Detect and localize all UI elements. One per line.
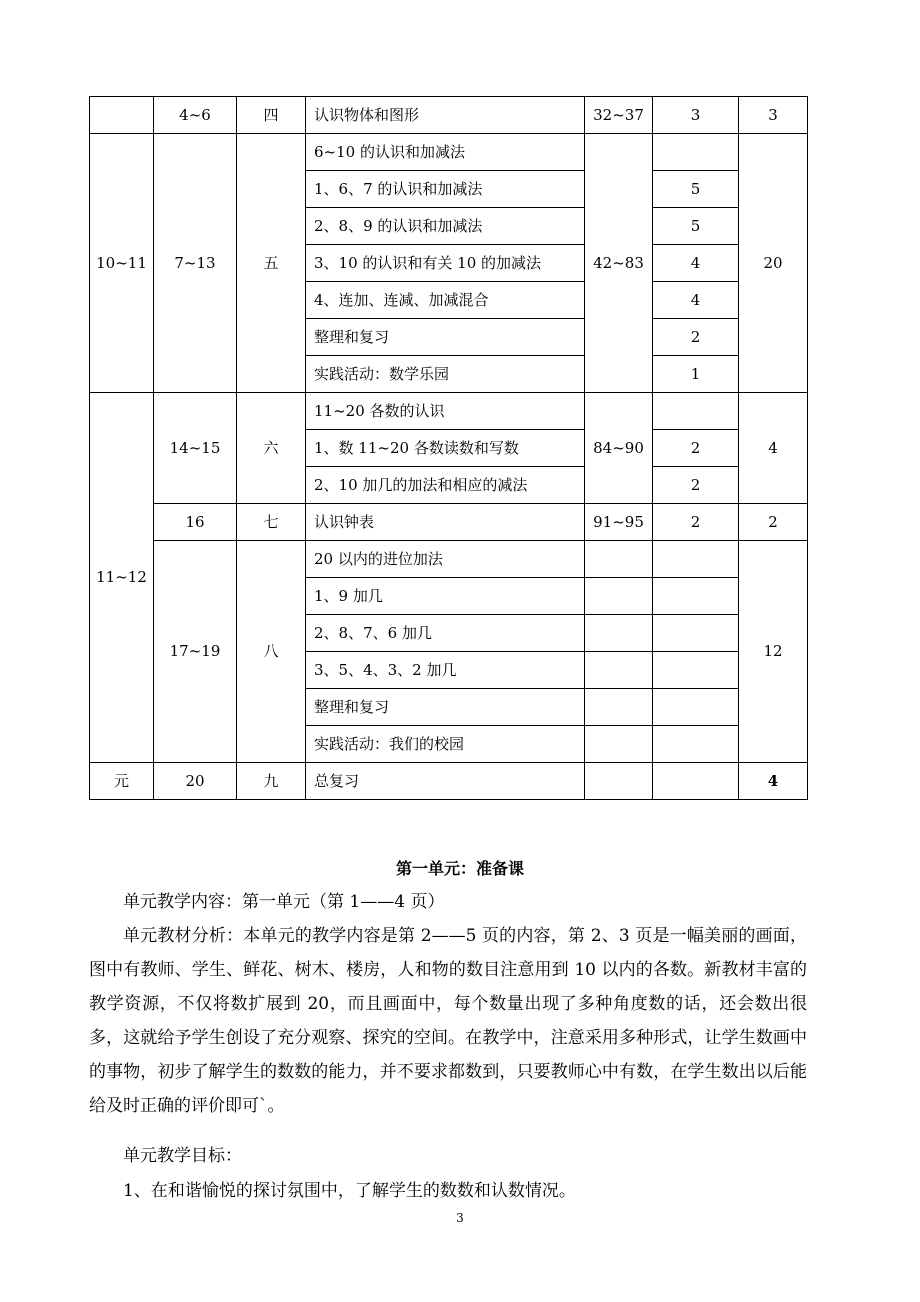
content-cell: 认识钟表 xyxy=(306,504,585,541)
week-cell xyxy=(90,97,154,134)
unit-cell: 七 xyxy=(237,504,306,541)
hours-cell: 2 xyxy=(653,319,739,356)
total-hours-cell: 4 xyxy=(739,763,808,800)
page-range-cell xyxy=(585,578,653,615)
page-range-cell xyxy=(585,652,653,689)
content-cell: 3、10 的认识和有关 10 的加减法 xyxy=(306,245,585,282)
table-row xyxy=(90,541,808,578)
unit-cell: 九 xyxy=(237,763,306,800)
page-range-cell xyxy=(585,763,653,800)
content-cell: 1、数 11~20 各数读数和写数 xyxy=(306,430,585,467)
hours-cell: 2 xyxy=(653,504,739,541)
table-row xyxy=(90,97,808,134)
hours-cell: 4 xyxy=(653,245,739,282)
content-cell: 实践活动：我们的校园 xyxy=(306,726,585,763)
unit-cell: 四 xyxy=(237,97,306,134)
content-cell: 整理和复习 xyxy=(306,689,585,726)
page-range-cell: 84~90 xyxy=(585,393,653,504)
hours-cell: 2 xyxy=(653,467,739,504)
content-cell: 总复习 xyxy=(306,763,585,800)
page-range-cell: 91~95 xyxy=(585,504,653,541)
page-range-cell xyxy=(585,726,653,763)
hours-cell xyxy=(653,689,739,726)
content-cell: 2、8、7、6 加几 xyxy=(306,615,585,652)
unit-cell: 八 xyxy=(237,541,306,763)
content-cell: 2、8、9 的认识和加减法 xyxy=(306,208,585,245)
hours-cell xyxy=(653,652,739,689)
hours-cell xyxy=(653,615,739,652)
content-cell: 1、9 加几 xyxy=(306,578,585,615)
table-row xyxy=(90,763,808,800)
hours-cell: 3 xyxy=(653,97,739,134)
section-heading: 第一单元：准备课 xyxy=(395,859,524,878)
hours-cell xyxy=(653,578,739,615)
week-cell: 10~11 xyxy=(90,134,154,393)
lesson-cell: 4~6 xyxy=(154,97,237,134)
unit-goal-item: 1、在和谐愉悦的探讨氛围中，了解学生的数数和认数情况。 xyxy=(123,1181,576,1201)
page-range-cell xyxy=(585,541,653,578)
hours-cell xyxy=(653,393,739,430)
unit-cell: 六 xyxy=(237,393,306,504)
page-range-cell xyxy=(585,615,653,652)
unit-goals-label: 单元教学目标： xyxy=(123,1146,242,1166)
hours-cell: 2 xyxy=(653,430,739,467)
unit-cell: 五 xyxy=(237,134,306,393)
lesson-cell: 14~15 xyxy=(154,393,237,504)
hours-cell: 4 xyxy=(653,282,739,319)
content-cell: 3、5、4、3、2 加几 xyxy=(306,652,585,689)
page-range-cell xyxy=(585,689,653,726)
page-range-cell: 32~37 xyxy=(585,97,653,134)
lesson-cell: 20 xyxy=(154,763,237,800)
content-cell: 整理和复习 xyxy=(306,319,585,356)
table-row xyxy=(90,134,808,171)
lesson-cell: 16 xyxy=(154,504,237,541)
content-cell: 认识物体和图形 xyxy=(306,97,585,134)
table-row xyxy=(90,504,808,541)
total-hours-cell: 20 xyxy=(739,134,808,393)
content-cell: 4、连加、连减、加减混合 xyxy=(306,282,585,319)
total-hours-cell: 12 xyxy=(739,541,808,763)
unit-content-line: 单元教学内容：第一单元（第 1——4 页） xyxy=(123,892,445,912)
teaching-schedule-table xyxy=(89,96,808,800)
hours-cell: 5 xyxy=(653,171,739,208)
hours-cell: 5 xyxy=(653,208,739,245)
total-hours-cell: 2 xyxy=(739,504,808,541)
content-cell: 6~10 的认识和加减法 xyxy=(306,134,585,171)
total-hours-cell: 3 xyxy=(739,97,808,134)
content-cell: 20 以内的进位加法 xyxy=(306,541,585,578)
lesson-cell: 7~13 xyxy=(154,134,237,393)
hours-cell xyxy=(653,541,739,578)
hours-cell xyxy=(653,763,739,800)
hours-cell xyxy=(653,726,739,763)
total-hours-cell: 4 xyxy=(739,393,808,504)
content-cell: 11~20 各数的认识 xyxy=(306,393,585,430)
unit-analysis-paragraph: 单元教材分析：本单元的教学内容是第 2——5 页的内容，第 2、3 页是一幅美丽的画面，图中有教师、学生、鲜花、树木、楼房，人和物的数目注意用到 10 以内的各数。新教材丰富的教学资源，不仅将数扩展到 20，而且画面中，每个数量出现了多种角度数的话，还会数出很多，这就给予学生创设了充分观察、探究的空间。在教学中，注意采用多种形式，让学生数画中的事物，初步了解学生的数数的能力，并不要求都数到，只要教师心中有数，在学生数出以后能给及时正确的评价即可`。 xyxy=(89,926,807,1116)
page-number: 3 xyxy=(456,1211,464,1225)
week-cell: 11~12 xyxy=(90,393,154,763)
hours-cell: 1 xyxy=(653,356,739,393)
content-cell: 1、6、7 的认识和加减法 xyxy=(306,171,585,208)
content-cell: 实践活动：数学乐园 xyxy=(306,356,585,393)
lesson-cell: 17~19 xyxy=(154,541,237,763)
week-cell: 元 xyxy=(90,763,154,800)
content-cell: 2、10 加几的加法和相应的减法 xyxy=(306,467,585,504)
table-row xyxy=(90,393,808,430)
page-range-cell: 42~83 xyxy=(585,134,653,393)
hours-cell xyxy=(653,134,739,171)
